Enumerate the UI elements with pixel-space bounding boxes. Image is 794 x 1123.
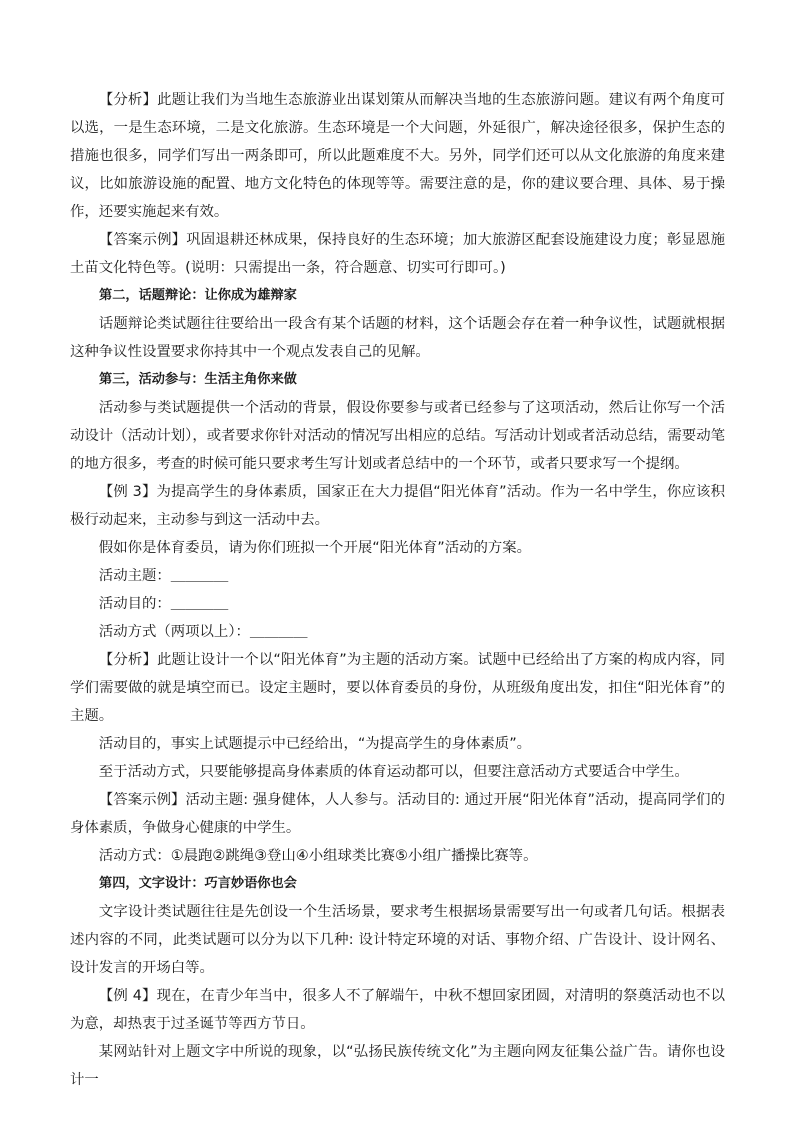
field-activity-purpose: 活动目的：＿＿＿＿ [98,596,229,612]
paragraph-analysis-1: 【分析】此题让我们为当地生态旅游业出谋划策从而解决当地的生态旅游问题。建议有两个角度可以选，一是生态环境，二是文化旅游。生态环境是一个大问题，外延很广，解决途径很多，保护生态的措施也很多，同学们写出一两条即可，所以此题难度不大。另外，同学们还可以从文化旅游的角度来建议，比如旅游设施的配置、地方文化特色的体现等等。需要注意的是，你的建议要合理、具体、易于操作，还要实施起来有效。 [70,92,725,220]
paragraph-purpose-note: 活动目的，事实上试题提示中已经给出，“为提高学生的身体素质”。 [98,736,532,752]
paragraph-analysis-3: 【分析】此题让设计一个以“阳光体育”为主题的活动方案。试题中已经给出了方案的构成内容，同学们需要做的就是填空而已。设定主题时，要以体育委员的身份，从班级角度出发，扣住“阳光体育”的主题。 [70,652,725,724]
paragraph-example-4-task: 某网站针对上题文字中所说的现象，以“弘扬民族传统文化”为主题向网友征集公益广告。请你也设计一 [70,1044,725,1088]
paragraph-example-3: 【例 3】为提高学生的身体素质，国家正在大力提倡“阳光体育”活动。作为一名中学生，你应该积极行动起来，主动参与到这一活动中去。 [70,484,725,528]
paragraph-debate-intro: 话题辩论类试题往往要给出一段含有某个话题的材料，这个话题会存在着一种争议性，试题就根据这种争议性设置要求你持其中一个观点发表自己的见解。 [70,316,725,360]
paragraph-method-note: 至于活动方式，只要能够提高身体素质的体育运动都可以，但要注意活动方式要适合中学生。 [98,764,689,780]
paragraph-example-3-task: 假如你是体育委员，请为你们班拟一个开展“阳光体育”活动的方案。 [98,540,532,556]
field-activity-method: 活动方式（两项以上）：＿＿＿＿ [98,624,308,640]
document-body [70,86,725,1094]
field-activity-theme: 活动主题：＿＿＿＿ [98,568,229,584]
paragraph-answer-example-1: 【答案示例】巩固退耕还林成果，保持良好的生态环境；加大旅游区配套设施建设力度；彰显恩施土苗文化特色等。(说明：只需提出一条，符合题意、切实可行即可。) [70,232,725,276]
paragraph-answer-example-3: 【答案示例】活动主题: 强身健体，人人参与。活动目的: 通过开展“阳光体育”活动，提高同学们的身体素质，争做身心健康的中学生。 [70,792,725,836]
section-heading-2: 第二，话题辩论：让你成为雄辩家 [99,288,297,303]
section-heading-4: 第四，文字设计：巧言妙语你也会 [99,876,297,891]
paragraph-example-4: 【例 4】现在，在青少年当中，很多人不了解端午，中秋不想回家团圆，对清明的祭奠活动也不以为意，却热衷于过圣诞节等西方节日。 [70,988,725,1032]
paragraph-activity-intro: 活动参与类试题提供一个活动的背景，假设你要参与或者已经参与了这项活动，然后让你写一个活动设计（活动计划），或者要求你针对活动的情况写出相应的总结。写活动计划或者活动总结，需要动笔的地方很多，考查的时候可能只要求考生写计划或者总结中的一个环节，或者只要求写一个提纲。 [70,400,725,472]
section-heading-3: 第三，活动参与：生活主角你来做 [99,372,297,387]
paragraph-text-design-intro: 文字设计类试题往往是先创设一个生活场景，要求考生根据场景需要写出一句或者几句话。根据表述内容的不同，此类试题可以分为以下几种: 设计特定环境的对话、事物介绍、广告设计、设计网名、设计发言的开场白等。 [70,904,725,976]
paragraph-activity-methods: 活动方式：①晨跑②跳绳③登山④小组球类比赛⑤小组广播操比赛等。 [98,848,538,864]
